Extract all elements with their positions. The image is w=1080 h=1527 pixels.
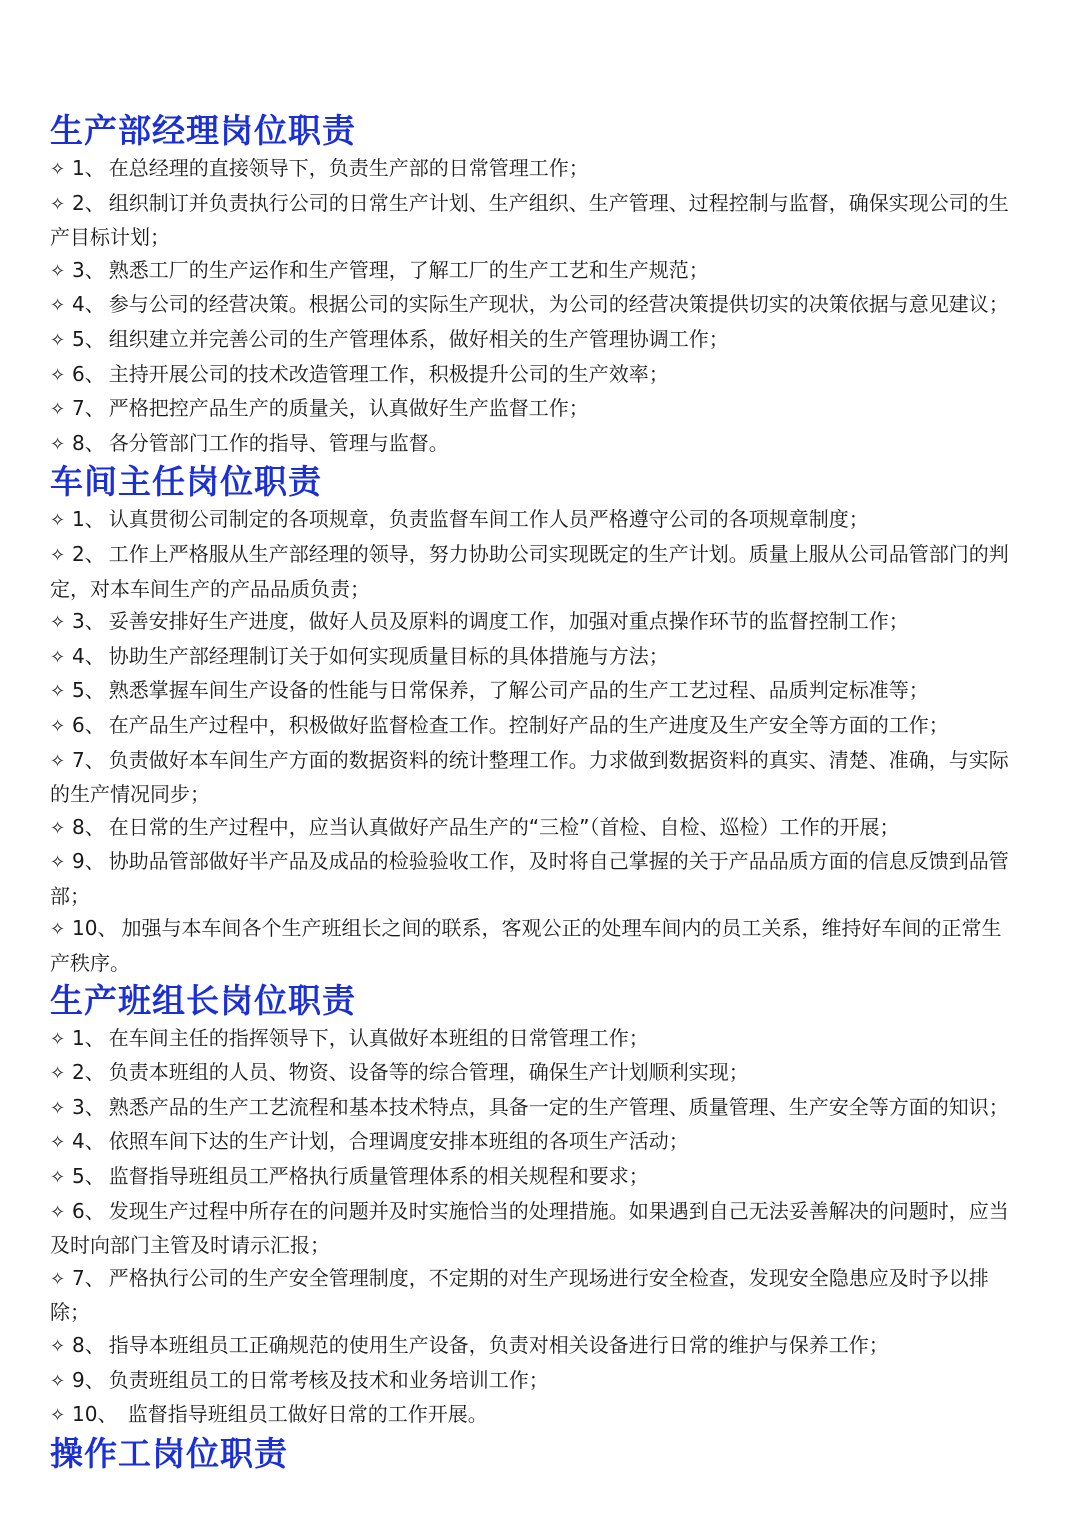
- item-number: 7、: [72, 1265, 105, 1290]
- list-item: [50, 640, 1020, 675]
- list-item: [50, 1398, 1020, 1433]
- list-item: [50, 392, 1020, 427]
- list-item: [50, 845, 1020, 912]
- item-text: 监督指导班组员工做好日常的工作开展。: [121, 1402, 488, 1427]
- item-text: 认真贯彻公司制定的各项规章，负责监督车间工作人员严格遵守公司的各项规章制度；: [108, 507, 869, 532]
- item-text: 在产品生产过程中，积极做好监督检查工作。控制好产品的生产进度及生产安全等方面的工作；: [108, 712, 949, 737]
- item-text: 协助品管部做好半产品及成品的检验验收工作，及时将自己掌握的关于产品品质方面的信息反馈到品管部；: [50, 849, 1009, 908]
- item-number: 1、: [72, 507, 105, 532]
- item-number: 4、: [72, 1129, 105, 1154]
- item-text: 负责班组员工的日常考核及技术和业务培训工作；: [108, 1367, 549, 1392]
- list-item: [50, 358, 1020, 393]
- list-item: [50, 744, 1020, 811]
- sparkle-bullet-icon: ✧: [50, 159, 66, 180]
- item-number: 1、: [72, 156, 105, 180]
- section-operator: [50, 1433, 1020, 1475]
- sparkle-bullet-icon: ✧: [50, 612, 66, 634]
- sparkle-bullet-icon: ✧: [50, 1097, 66, 1119]
- list-item: [50, 152, 1020, 187]
- sparkle-bullet-icon: ✧: [50, 433, 66, 455]
- list-item: [50, 605, 1020, 640]
- list-item: [50, 1125, 1020, 1160]
- sparkle-bullet-icon: ✧: [50, 817, 66, 839]
- item-number: 5、: [72, 678, 105, 703]
- list-item: [50, 1329, 1020, 1364]
- item-text: 组织制订并负责执行公司的日常生产计划、生产组织、生产管理、过程控制与监督，确保实现公司的生产目标计划；: [50, 190, 1009, 250]
- list-item: [50, 1091, 1020, 1126]
- item-text: 指导本班组员工正确规范的使用生产设备，负责对相关设备进行日常的维护与保养工作；: [108, 1333, 889, 1357]
- sparkle-bullet-icon: ✧: [50, 364, 66, 386]
- item-number: 4、: [72, 643, 105, 668]
- item-number: 2、: [72, 190, 105, 215]
- item-number: 8、: [72, 814, 105, 839]
- item-text: 在车间主任的指挥领导下，认真做好本班组的日常管理工作；: [108, 1025, 649, 1050]
- item-text: 妥善安排好生产进度，做好人员及原料的调度工作，加强对重点操作环节的监督控制工作；: [108, 609, 909, 634]
- item-number: 10、: [72, 1402, 118, 1427]
- item-number: 1、: [72, 1025, 105, 1050]
- sparkle-bullet-icon: ✧: [50, 1201, 66, 1223]
- item-number: 8、: [72, 1333, 105, 1357]
- item-text: 熟悉工厂的生产运作和生产管理，了解工厂的生产工艺和生产规范；: [108, 257, 709, 282]
- sparkle-bullet-icon: ✧: [50, 1063, 66, 1085]
- list-item: [50, 1195, 1020, 1262]
- item-text: 各分管部门工作的指导、管理与监督。: [108, 430, 449, 455]
- sparkle-bullet-icon: ✧: [50, 295, 66, 317]
- sparkle-bullet-icon: ✧: [50, 1028, 66, 1050]
- item-number: 3、: [72, 609, 105, 634]
- section-production-manager: [50, 110, 1020, 461]
- sparkle-bullet-icon: ✧: [50, 260, 66, 282]
- list-item: [50, 1160, 1020, 1195]
- item-number: 7、: [72, 747, 105, 772]
- item-text: 负责本班组的人员、物资、设备等的综合管理，确保生产计划顺利实现；: [108, 1060, 749, 1085]
- list-item: [50, 912, 1020, 979]
- section-workshop-director: [50, 461, 1020, 979]
- item-number: 6、: [72, 1198, 105, 1223]
- item-text: 在总经理的直接领导下，负责生产部的日常管理工作；: [108, 156, 589, 180]
- item-number: 6、: [72, 712, 105, 737]
- list-item: [50, 427, 1020, 462]
- item-number: 9、: [72, 1367, 105, 1392]
- item-text: 主持开展公司的技术改造管理工作，积极提升公司的生产效率；: [108, 361, 669, 386]
- item-text: 组织建立并完善公司的生产管理体系，做好相关的生产管理协调工作；: [108, 326, 729, 351]
- item-text: 参与公司的经营决策。根据公司的实际生产现状，为公司的经营决策提供切实的决策依据与意见建议；: [108, 292, 1009, 317]
- item-number: 10、: [72, 916, 118, 941]
- item-text: 熟悉产品的生产工艺流程和基本技术特点，具备一定的生产管理、质量管理、生产安全等方面的知识；: [108, 1094, 1009, 1119]
- list-item: [50, 288, 1020, 323]
- item-number: 9、: [72, 849, 105, 874]
- sparkle-bullet-icon: ✧: [50, 510, 66, 532]
- item-text: 依照车间下达的生产计划，合理调度安排本班组的各项生产活动；: [108, 1129, 689, 1154]
- item-text: 发现生产过程中所存在的问题并及时实施恰当的处理措施。如果遇到自己无法妥善解决的问题时，应当及时向部门主管及时请示汇报；: [50, 1198, 1009, 1258]
- sparkle-bullet-icon: ✧: [50, 1370, 66, 1392]
- item-text: 负责做好本车间生产方面的数据资料的统计整理工作。力求做到数据资料的真实、清楚、准确，与实际的生产情况同步；: [50, 747, 1009, 807]
- item-number: 8、: [72, 430, 105, 455]
- item-number: 2、: [72, 541, 105, 566]
- item-number: 3、: [72, 257, 105, 282]
- sparkle-bullet-icon: ✧: [50, 1132, 66, 1154]
- list-item: [50, 709, 1020, 744]
- sparkle-bullet-icon: ✧: [50, 852, 66, 874]
- list-item: [50, 538, 1020, 605]
- item-number: 3、: [72, 1094, 105, 1119]
- sparkle-bullet-icon: ✧: [50, 919, 66, 941]
- item-number: 7、: [72, 396, 105, 421]
- item-number: 4、: [72, 292, 105, 317]
- section-title: 操作工岗位职责: [50, 1433, 288, 1473]
- item-text: 严格执行公司的生产安全管理制度，不定期的对生产现场进行安全检查，发现安全隐患应及时予以排除；: [50, 1265, 989, 1325]
- section-title: 生产班组长岗位职责: [50, 980, 356, 1020]
- list-item: [50, 674, 1020, 709]
- item-text: 加强与本车间各个生产班组长之间的联系，客观公正的处理车间内的员工关系，维持好车间的正常生产秩序。: [50, 916, 1002, 976]
- item-text: 在日常的生产过程中，应当认真做好产品生产的“三检”（首检、自检、巡检）工作的开展；: [108, 814, 900, 839]
- item-text: 熟悉掌握车间生产设备的性能与日常保养，了解公司产品的生产工艺过程、品质判定标准等；: [108, 678, 929, 703]
- list-item: [50, 503, 1020, 538]
- item-number: 2、: [72, 1060, 105, 1085]
- section-title: 生产部经理岗位职责: [50, 111, 356, 150]
- sparkle-bullet-icon: ✧: [50, 715, 66, 737]
- list-item: [50, 1262, 1020, 1329]
- section-team-leader: [50, 980, 1020, 1433]
- sparkle-bullet-icon: ✧: [50, 1167, 66, 1189]
- sparkle-bullet-icon: ✧: [50, 750, 66, 772]
- sparkle-bullet-icon: ✧: [50, 193, 66, 215]
- document-page: [50, 110, 1020, 1475]
- item-text: 严格把控产品生产的质量关，认真做好生产监督工作；: [108, 396, 589, 421]
- list-item: [50, 1364, 1020, 1399]
- sparkle-bullet-icon: ✧: [50, 329, 66, 351]
- section-title: 车间主任岗位职责: [50, 462, 322, 502]
- sparkle-bullet-icon: ✧: [50, 681, 66, 703]
- list-item: [50, 1022, 1020, 1057]
- sparkle-bullet-icon: ✧: [50, 1405, 66, 1427]
- item-number: 6、: [72, 361, 105, 386]
- item-text: 协助生产部经理制订关于如何实现质量目标的具体措施与方法；: [108, 643, 669, 668]
- sparkle-bullet-icon: ✧: [50, 544, 66, 566]
- list-item: [50, 811, 1020, 846]
- item-text: 监督指导班组员工严格执行质量管理体系的相关规程和要求；: [108, 1164, 649, 1189]
- list-item: [50, 254, 1020, 289]
- sparkle-bullet-icon: ✧: [50, 646, 66, 668]
- list-item: [50, 1056, 1020, 1091]
- item-text: 工作上严格服从生产部经理的领导，努力协助公司实现既定的生产计划。质量上服从公司品管部门的判定，对本车间生产的产品品质负责；: [50, 541, 1009, 601]
- sparkle-bullet-icon: ✧: [50, 1268, 66, 1290]
- sparkle-bullet-icon: ✧: [50, 399, 66, 421]
- item-number: 5、: [72, 326, 105, 351]
- list-item: [50, 187, 1020, 254]
- sparkle-bullet-icon: ✧: [50, 1336, 66, 1357]
- item-number: 5、: [72, 1164, 105, 1189]
- list-item: [50, 323, 1020, 358]
